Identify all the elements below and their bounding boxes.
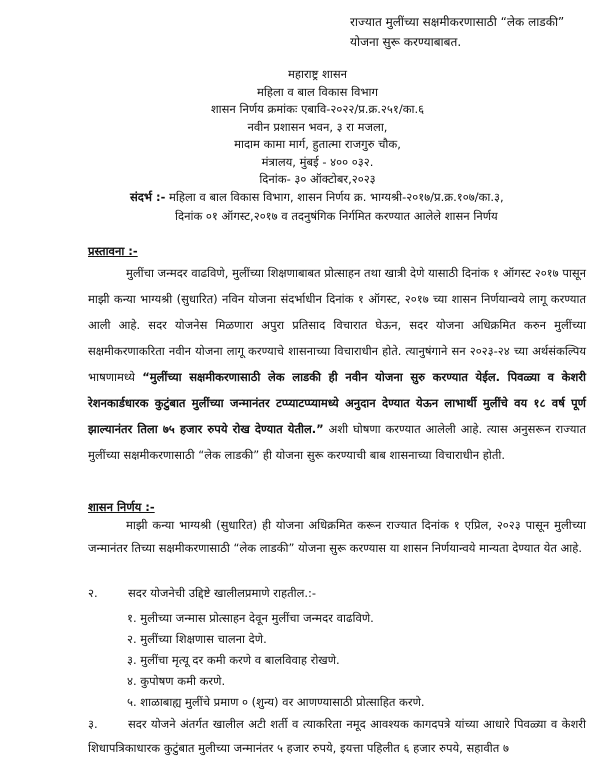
address-line-3: मंत्रालय, मुंबई - ४०० ०३२. [261, 154, 374, 169]
objectives-list [127, 608, 425, 713]
decision-text: माझी कन्या भाग्यश्री (सुधारित) ही योजना अधिक्रमित करून राज्यात दिनांक १ एप्रिल, २०२३ पासून मुलीच्या जन्मानंतर तिच्या सक्षमीकरणासाठी “लेक लाडकी” योजना सुरू करण्यास या शासन निर्णयान्वये मान्यता देण्यात येत आहे. [88, 518, 586, 555]
reference-label: संदर्भ :- [130, 190, 166, 204]
address-line-1: नवीन प्रशासन भवन, ३ रा मजला, [247, 119, 388, 134]
clause-3-number: ३. [88, 717, 98, 731]
preamble-text-1: मुलींचा जन्मदर वाढविणे, मुलींच्या शिक्षणाबाबत प्रोत्साहन तथा खात्री देणे यासाठी दिनांक १ ऑगस्ट २०१७ पासून माझी कन्या भाग्यश्री (सुधारित) नविन योजना संदर्भाधीन दिनांक १ ऑगस्ट, २०१७ च्या शासन निर्णयान्वये लागू करण्यात आली आहे. सदर योजनेस मिळणारा अपुरा प्रतिसाद विचारात घेऊन, सदर योजना अधिक्रमित करुन मुलींच्या सक्षमीकरणाकरिता नवीन योजना लागू करण्याचे शासनाच्या विचाराधीन होते. त्यानुषंगाने सन २०२३-२४ च्या अर्थसंकल्पिय भाषणामध्ये [88, 266, 586, 384]
reference-line-1: महिला व बाल विकास विभाग, शासन निर्णय क्र. भाग्यश्री-२०१७/प्र.क्र.१०७/का.३, [169, 190, 504, 204]
clause-3-text: सदर योजने अंतर्गत खालील अटी शर्ती व त्याकरिता नमूद आवश्यक कागदपत्रे यांच्या आधारे पिवळ्या व केशरी शिधापत्रिकाधारक कुटुंबात मुलीच्या जन्मानंतर ५ हजार रुपये, इयत्ता पहिलीत ६ हजार रुपये, सहावीत ७ [88, 717, 586, 755]
objective-item: २. मुलींच्या शिक्षणास चालना देणे. [127, 632, 267, 646]
objective-item: ५. शाळाबाह्य मुलींचे प्रमाण ० (शुन्य) वर आणण्यासाठी प्रोत्साहित करणे. [127, 695, 425, 709]
government-name: महाराष्ट्र शासन [288, 67, 347, 81]
subject-line-2: योजना सुरू करण्याबाबत. [350, 35, 462, 49]
department-name: महिला व बाल विकास विभाग [257, 84, 378, 99]
subject-block [350, 12, 564, 52]
document-date: दिनांक- ३० ऑक्टोबर,२०२३ [259, 172, 376, 186]
preamble-paragraph [88, 260, 586, 468]
objective-item: ४. कुपोषण कमी करणे. [127, 674, 226, 688]
clause-2-number: २. [88, 586, 98, 600]
objective-item: ३. मुलींचा मृत्यू दर कमी करणे व बालविवाह रोखणे. [127, 653, 340, 667]
clause-2 [88, 583, 316, 603]
preamble-text-2: अशी घोषणा करण्यात आलेली आहे. त्यास अनुसरून राज्यात मुलींच्या सक्षमीकरणासाठी “लेक लाडकी” ही योजना सुरू करण्याची बाब शासनाच्या विचाराधीन होती. [88, 422, 586, 462]
document-header [0, 66, 605, 189]
decision-paragraph [88, 514, 586, 560]
gr-number: शासन निर्णय क्रमांकः एबावि-२०२२/प्र.क्र.२५१/का.६ [210, 102, 425, 116]
clause-2-intro: सदर योजनेची उद्दिष्टे खालीलप्रमाणे राहतील.:- [128, 586, 317, 600]
clause-3 [88, 712, 586, 760]
objective-item: १. मुलीच्या जन्मास प्रोत्साहन देवून मुलींचा जन्मदर वाढविणे. [127, 611, 374, 625]
decision-heading: शासन निर्णय :- [88, 500, 155, 514]
budget-announcement-quote: “मुलींच्या सक्षमीकरणासाठी लेक लाडकी ही नवीन योजना सुरु करण्यात येईल. पिवळ्या व केशरी रेशनकार्डधारक कुटुंबात मुलींच्या जन्मानंतर टप्प्याटप्प्यामध्ये अनुदान देण्यात येऊन लाभार्थी मुलींचे वय १८ वर्ष पूर्ण झाल्यानंतर तिला ७५ हजार रुपये रोख देण्यात येतील.” [88, 370, 587, 436]
reference-line-2: दिनांक ०१ ऑगस्ट,२०१७ व तदनुषंगिक निर्गमित करण्यात आलेले शासन निर्णय [175, 209, 498, 223]
reference-block [130, 188, 504, 226]
address-line-2: मादाम कामा मार्ग, हुतात्मा राजगुरु चौक, [234, 137, 401, 151]
preamble-heading: प्रस्तावना :- [88, 244, 138, 258]
subject-line-1: राज्यात मुलींच्या सक्षमीकरणासाठी “लेक लाडकी” [350, 15, 565, 29]
